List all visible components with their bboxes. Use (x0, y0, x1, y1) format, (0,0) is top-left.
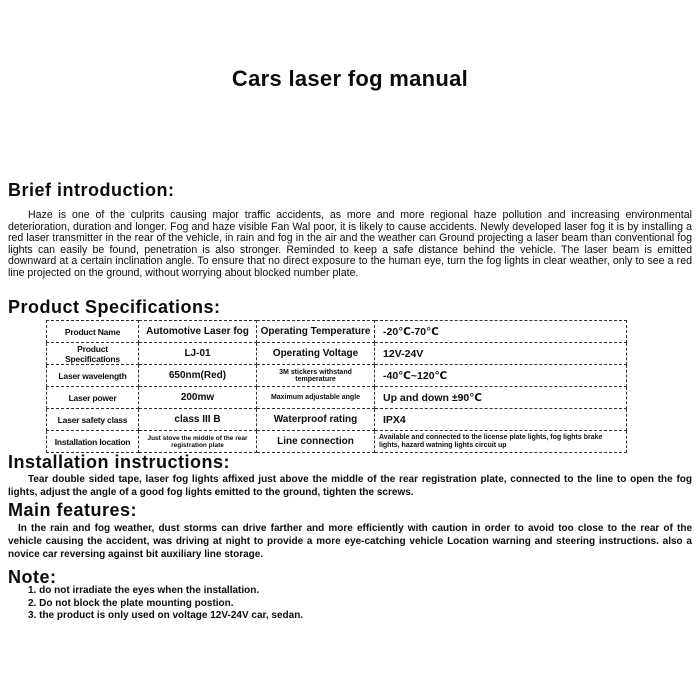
note-heading: Note: (8, 567, 57, 587)
specifications-table (46, 320, 627, 453)
spec-value: LJ-01 (139, 343, 257, 365)
spec-value: 650nm(Red) (139, 365, 257, 387)
table-row (47, 365, 627, 387)
table-row (47, 321, 627, 343)
note-list (28, 585, 303, 623)
spec-label: Waterproof rating (257, 409, 375, 431)
brief-introduction-text: Haze is one of the culprits causing major traffic accidents, as more and more regional haze pollution and increasing environmental deterioration, duration and longer. Fog and haze visible Fan Wal poor, it is likely to cause accidents. Newly developed laser fog it is by installing a red laser transmitter in the rear of the vehicle, in rain and fog in the air and the weather can Ground projecting a laser beam than conventional fog lights can easily be found, penetration is also stronger. Reminded to keep a safe distance behind the vehicle. The laser beam is emitted downward at a certain inclination angle. To ensure that no direct exposure to the human eye, turn the fog lights in clear weather, only to see a red line projected on the ground, without worrying about blocked number plate. (8, 209, 692, 279)
table-row (47, 409, 627, 431)
spec-value: -40℃~120℃ (375, 365, 627, 387)
spec-label: 3M stickers withstand temperature (257, 365, 375, 387)
spec-value: Up and down ±90℃ (375, 387, 627, 409)
spec-label: Operating Temperature (257, 321, 375, 343)
spec-label: Maximum adjustable angle (257, 387, 375, 409)
spec-value: Available and connected to the license plate lights, fog lights brake lights, hazard watning lights circuit up (375, 431, 627, 453)
spec-label: Laser wavelength (47, 365, 139, 387)
table-row (47, 343, 627, 365)
page-title: Cars laser fog manual (231, 66, 469, 91)
brief-introduction-heading: Brief introduction: (8, 180, 175, 200)
spec-label: Laser power (47, 387, 139, 409)
list-item: 1. do not irradiate the eyes when the installation. (28, 585, 260, 596)
spec-value: Just stove the middle of the rear registration plate (139, 431, 257, 453)
spec-value: -20℃-70℃ (375, 321, 627, 343)
main-features-heading: Main features: (8, 500, 138, 520)
spec-label: Laser safety class (47, 409, 139, 431)
spec-value: Automotive Laser fog (139, 321, 257, 343)
spec-value: IPX4 (375, 409, 627, 431)
table-row (47, 431, 627, 453)
spec-value: class III B (139, 409, 257, 431)
spec-label: Product Name (47, 321, 139, 343)
spec-label: Product Specifications (47, 343, 139, 365)
installation-instructions-text: Tear double sided tape, laser fog lights affixed just above the middle of the rear registration plate, connected to the line to open the fog lights, adjust the angle of a good fog lights emitted to the ground, tighten the screws. (8, 474, 692, 498)
spec-label: Installation location (47, 431, 139, 453)
spec-label: Line connection (257, 431, 375, 453)
spec-label: Operating Voltage (257, 343, 375, 365)
spec-value: 12V-24V (375, 343, 627, 365)
product-specifications-heading: Product Specifications: (8, 297, 221, 317)
list-item: 2. Do not block the plate mounting postion. (28, 597, 234, 609)
spec-value: 200mw (139, 387, 257, 409)
main-features-text: In the rain and fog weather, dust storms can drive farther and more efficiently with caution in order to avoid too close to the rear of the vehicle causing the accident, was driving at night to provide a more eye-catching vehicle Location warning and steering instructions. also a novice car reversing against bit auxiliary line storage. (8, 523, 692, 560)
table-row (47, 387, 627, 409)
list-item: 3. the product is only used on voltage 12V-24V car, sedan. (28, 610, 304, 621)
installation-instructions-heading: Installation instructions: (8, 452, 231, 472)
